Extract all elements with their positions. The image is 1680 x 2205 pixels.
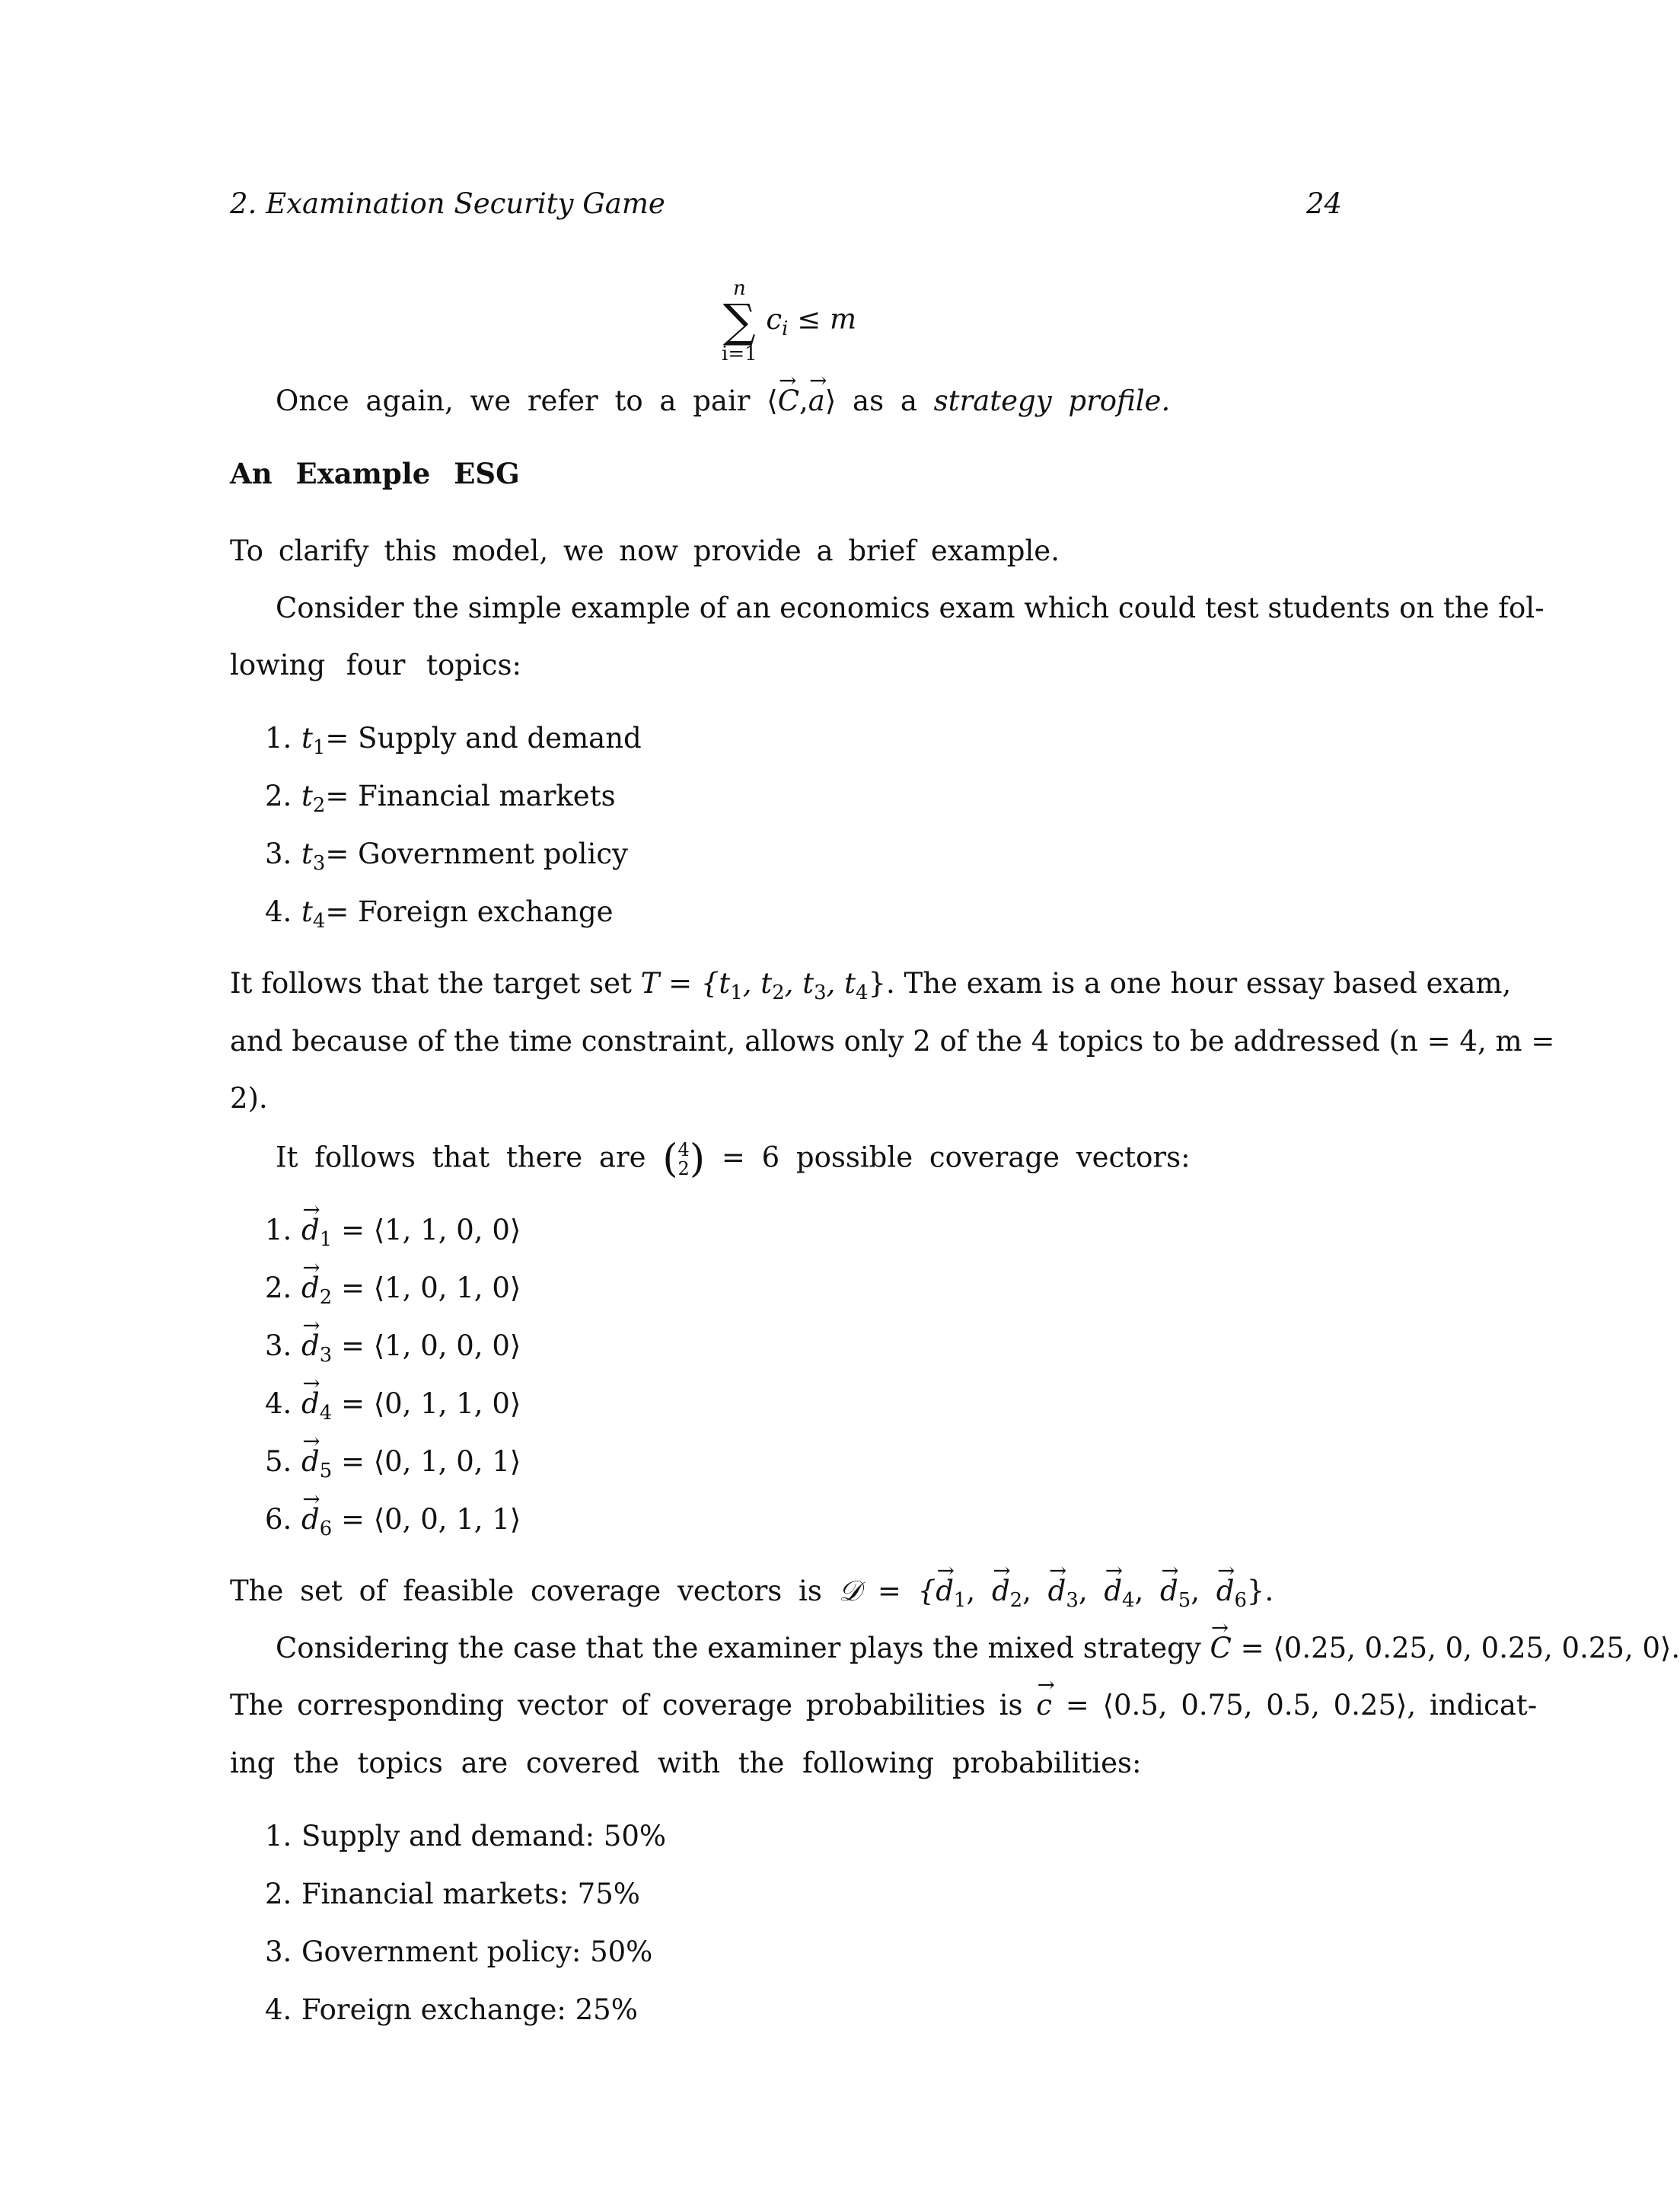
paragraph-target-line-3: 2). [230, 1082, 268, 1115]
paragraph-coverage-probabilities-line-2: ing the topics are covered with the following probabilities: [230, 1747, 1142, 1779]
summation-sigma [722, 279, 757, 364]
paragraph-consider-line-2: lowing four topics: [230, 649, 521, 681]
paragraph-target-line-1: It follows that the target set $T = \{t_1$, $t_2$, $t_3$, $t_4$}. The exam is a one hour essay based exam, [230, 967, 1512, 1004]
paragraph-coverage-probabilities-line-1: The corresponding vector of coverage probabilities is → c = ⟨0.5, 0.75, 0.5, 0.25⟩, indicat- [230, 1689, 1537, 1722]
paragraph-coverage-count: It follows that there are ( 4 2 ) = 6 possible coverage vectors: [276, 1136, 1191, 1182]
sum-lower-limit: i=1 [722, 343, 757, 365]
paragraph-feasible-set: The set of feasible coverage vectors is 𝒟 = {→ $d_1$, → $d_2$, → $d_3$, → $d_4$, → $d_5$, → $d_6$}. [230, 1575, 1274, 1608]
strategy-profile-sentence [276, 385, 1170, 417]
section-heading: An Example ESG [230, 457, 520, 490]
binomial-coefficient: ( 4 2 ) [662, 1136, 706, 1182]
sum-body: $c_i$ [766, 302, 789, 340]
paragraph-target-line-2: and because of the time constraint, allows only 2 of the 4 topics to be addressed (n = 4, m = [230, 1025, 1555, 1058]
list-item: $5.\to d_5$ = ⟨0, 1, 0, 1⟩ [265, 1445, 521, 1478]
list-item: $2.\to d_2$ = ⟨1, 0, 1, 0⟩ [265, 1272, 521, 1304]
running-header-chapter: 2. Examination Security Game [230, 187, 665, 220]
list-item: 1. Supply and demand: 50% [265, 1820, 667, 1852]
list-item: 4. $t_4=$ Foreign exchange [265, 895, 614, 933]
paragraph-clarify: To clarify this model, we now provide a brief example. [230, 534, 1060, 567]
strategy-pair: ⟨→ C,→ a⟩ [767, 385, 836, 417]
sum-rhs: ≤ m [797, 302, 857, 336]
sigma-symbol: ∑ [722, 295, 756, 348]
list-item: $6.\to d_6$ = ⟨0, 0, 1, 1⟩ [265, 1503, 521, 1536]
summation-formula [722, 279, 856, 364]
list-item: $1.\to d_1$ = ⟨1, 1, 0, 0⟩ [265, 1214, 521, 1246]
strategy-sentence-middle: as a [853, 385, 917, 417]
list-item: 2. $t_2=$ Financial markets [265, 780, 616, 817]
paragraph-mixed-strategy: Considering the case that the examiner plays the mixed strategy → C = ⟨0.25, 0.25, 0, 0.25, 0.25, 0⟩. [276, 1632, 1680, 1664]
sum-upper-limit: n [732, 277, 746, 300]
strategy-sentence-start: Once again, we refer to a pair [276, 385, 751, 417]
page-number: 24 [1306, 187, 1343, 220]
list-item: 4. Foreign exchange: 25% [265, 1993, 638, 2026]
paragraph-consider-line-1: Consider the simple example of an economics exam which could test students on the fol- [276, 592, 1545, 624]
list-item: 3. $t_3=$ Government policy [265, 838, 628, 875]
list-item: 2. Financial markets: 75% [265, 1878, 640, 1910]
list-item: $3.\to d_3$ = ⟨1, 0, 0, 0⟩ [265, 1329, 521, 1362]
list-item: 1. $t_1=$ Supply and demand [265, 722, 642, 759]
list-item: 3. Government policy: 50% [265, 1935, 653, 1968]
strategy-profile-term: strategy profile. [933, 385, 1171, 417]
list-item: $4.\to d_4$ = ⟨0, 1, 1, 0⟩ [265, 1387, 521, 1420]
